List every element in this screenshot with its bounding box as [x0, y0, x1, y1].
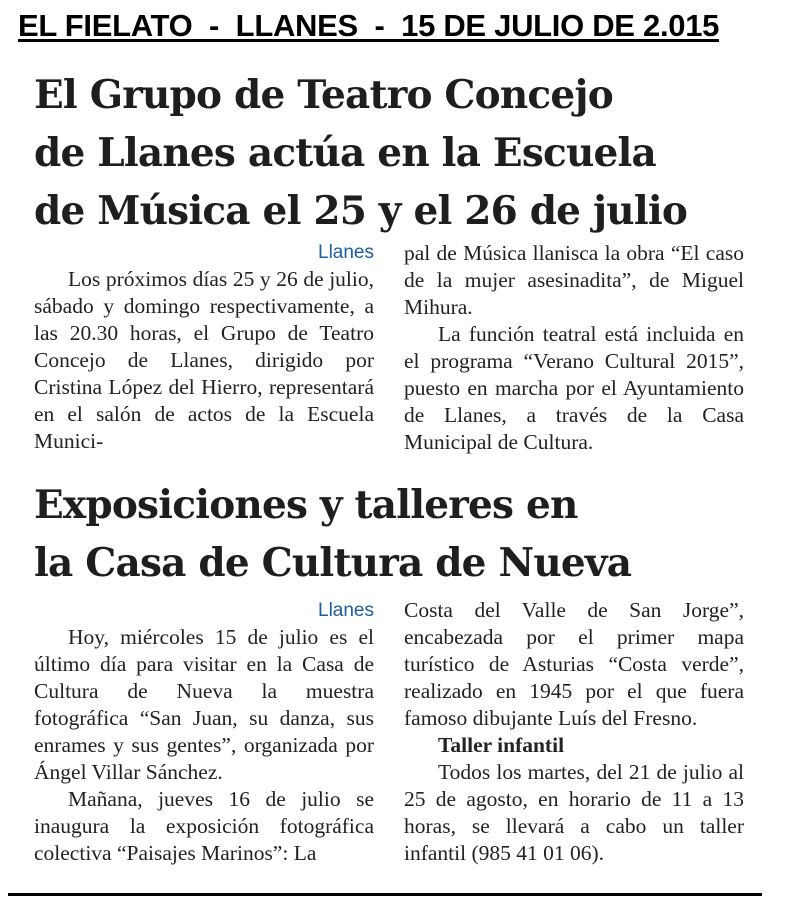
article2-left-column: [34, 597, 374, 867]
article1-paragraph: pal de Música llanisca la obra “El caso de la mujer asesinadita”, de Miguel Mihura.: [404, 241, 744, 319]
article2-right-column: [404, 597, 744, 867]
article2-paragraph: Todos los martes, del 21 de julio al 25 de agosto, en horario de 11 a 13 horas, se llevará a cabo un taller infantil (985 41 01 06).: [404, 760, 744, 865]
article1-paragraph: Los próximos días 25 y 26 de julio, sábado y domingo respectivamente, a las 20.30 horas, el Grupo de Teatro Concejo de Llanes, dirigido por Cristina López del Hierro, representará en el salón de actos de la Escuela Munici-: [34, 267, 374, 453]
article2-paragraph: Hoy, miércoles 15 de julio es el último día para visitar en la Casa de Cultura de Nueva la muestra fotográfica “San Juan, su danza, sus enrames y sus gentes”, organizada por Ángel Villar Sánchez.: [34, 625, 374, 784]
article2-paragraph: Mañana, jueves 16 de julio se inaugura la exposición fotográfica colectiva “Paisajes Marinos”: La: [34, 787, 374, 865]
article1-paragraph: La función teatral está incluida en el programa “Verano Cultural 2015”, puesto en marcha por el Ayuntamiento de Llanes, a través de la Casa Municipal de Cultura.: [404, 322, 744, 454]
masthead: EL FIELATO - LLANES - 15 DE JULIO DE 2.015: [18, 8, 720, 43]
article1-headline-line: de Música el 25 y el 26 de julio: [34, 188, 688, 234]
article2-headline-line: la Casa de Cultura de Nueva: [34, 540, 632, 586]
article2-paragraph: Costa del Valle de San Jorge”, encabezada por el primer mapa turístico de Asturias “Costa verde”, realizado en 1945 por el que fuera famoso dibujante Luís del Fresno.: [404, 598, 744, 730]
bottom-rule: [8, 893, 762, 896]
article1-headline-line: El Grupo de Teatro Concejo: [34, 72, 613, 118]
article2-location: Llanes: [318, 600, 374, 621]
article1-headline: [34, 66, 754, 240]
article2-headline: [34, 476, 754, 592]
article2-headline-line: Exposiciones y talleres en: [34, 482, 578, 528]
article1-right-column: [404, 240, 744, 456]
article2-subheading: Taller infantil: [438, 733, 565, 757]
article1-left-column: [34, 239, 374, 455]
article1-headline-line: de Llanes actúa en la Escuela: [34, 130, 656, 176]
article1-location: Llanes: [318, 242, 374, 263]
